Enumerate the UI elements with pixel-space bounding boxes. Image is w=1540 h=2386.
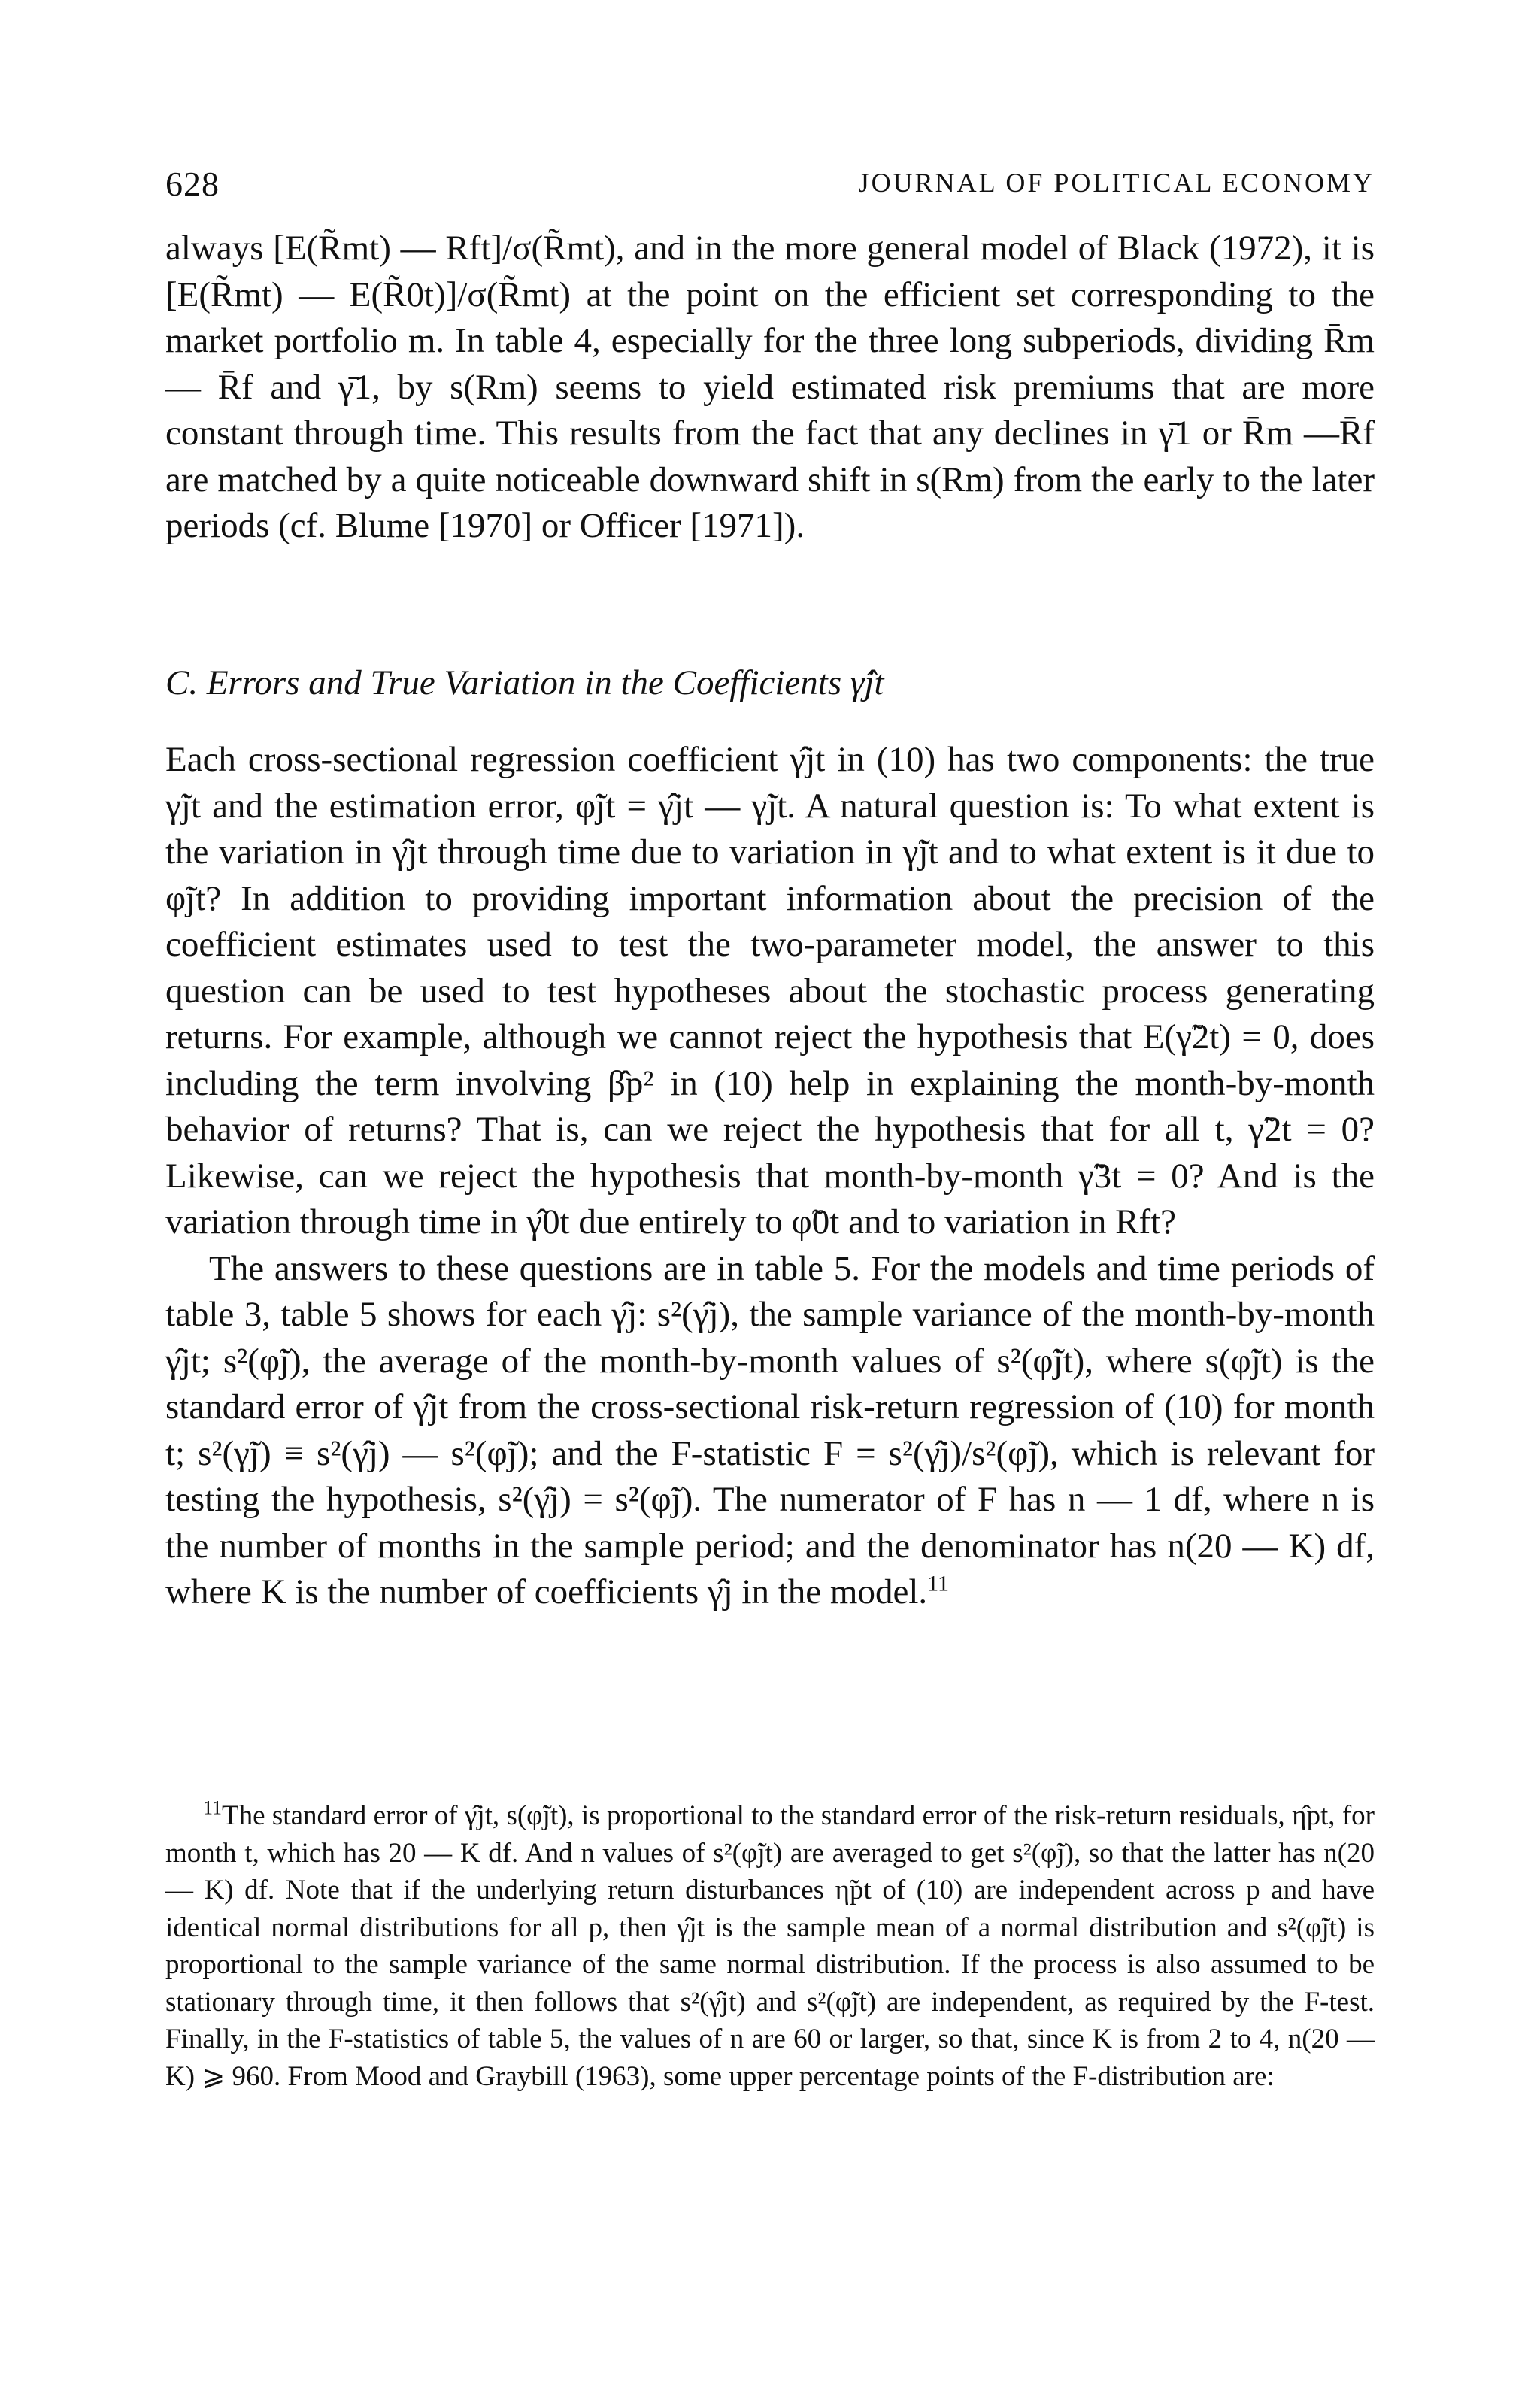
- footnote-text: The standard error of γ̂jt, s(φ̃jt), is proportional to the standard error of the risk-return residuals, η̂pt, for month t, which has 20 — K df. And n values of s²(φ̃jt) are averaged to get s²(φ̃j), so that the latter has n(20 — K) df. Note that if the underlying return disturbances η̃pt of (10) are independent across p and have identical normal distributions for all p, then γ̂jt is the sample mean of a normal distribution and s²(φ̃jt) is proportional to the sample variance of the same normal distribution. If the process is also assumed to be stationary through time, it then follows that s²(γ̂jt) and s²(φ̃jt) are independent, as required by the F-test. Finally, in the F-statistics of table 5, the values of n are 60 or larger, so that, since K is from 2 to 4, n(20 — K) ⩾ 960. From Mood and Graybill (1963), some upper percentage points of the F-distribution are:: [165, 1800, 1375, 2092]
- footnote-reference: 11: [927, 1571, 950, 1596]
- page-number: 628: [165, 165, 220, 203]
- section-paragraph-2: [165, 1246, 1375, 1616]
- running-head: JOURNAL OF POLITICAL ECONOMY: [858, 168, 1375, 198]
- body-text: [165, 226, 1375, 550]
- section-body: [165, 737, 1375, 1616]
- section-paragraph-1: Each cross-sectional regression coefficient γ̂jt in (10) has two components: the true γ̃jt and the estimation error, φ̃jt = γ̂jt — γ̃jt. A natural question is: To what extent is the variation in γ̂jt through time due to variation in γ̃jt and to what extent is it due to φ̃jt? In addition to providing important information about the precision of the coefficient estimates used to test the two-parameter model, the answer to this question can be used to test hypotheses about the stochastic process generating returns. For example, although we cannot reject the hypothesis that E(γ̃2t) = 0, does including the term involving β̂p² in (10) help in explaining the month-by-month behavior of returns? That is, can we reject the hypothesis that for all t, γ̃2t = 0? Likewise, can we reject the hypothesis that month-by-month γ̃3t = 0? And is the variation through time in γ̂0t due entirely to φ̃0t and to variation in Rft?: [165, 740, 1375, 1242]
- body-paragraph: always [E(R̃mt) — Rft]/σ(R̃mt), and in the more general model of Black (1972), it is [E(R̃mt) — E(R̃0t)]/σ(R̃mt) at the point on the efficient set corresponding to the market portfolio m. In table 4, especially for the three long subperiods, dividing R̄m — R̄f and γ̄1, by s(Rm) seems to yield estimated risk premiums that are more constant through time. This results from the fact that any declines in γ̄1 or R̄m —R̄f are matched by a quite noticeable downward shift in s(Rm) from the early to the later periods (cf. Blume [1970] or Officer [1971]).: [165, 229, 1375, 545]
- section-heading: C. Errors and True Variation in the Coefficients γ̂jt: [165, 663, 884, 702]
- page-header: [165, 164, 1375, 209]
- footnote-mark: 11: [203, 1796, 223, 1819]
- section-paragraph-2-text: The answers to these questions are in table 5. For the models and time periods of table 3, table 5 shows for each γ̂j: s²(γ̂j), the sample variance of the month-by-month γ̂jt; s²(φ̃j), the average of the month-by-month values of s²(φ̃jt), where s(φ̃jt) is the standard error of γ̂jt from the cross-sectional risk-return regression of (10) for month t; s²(γ̃j) ≡ s²(γ̂j) — s²(φ̃j); and the F-statistic F = s²(γ̂j)/s²(φ̃j), which is relevant for testing the hypothesis, s²(γ̂j) = s²(φ̃j). The numerator of F has n — 1 df, where n is the number of months in the sample period; and the denominator has n(20 — K) df, where K is the number of coefficients γ̂j in the model.: [165, 1248, 1375, 1611]
- footnote-paragraph: [165, 1797, 1375, 2095]
- footnote: [165, 1797, 1375, 2095]
